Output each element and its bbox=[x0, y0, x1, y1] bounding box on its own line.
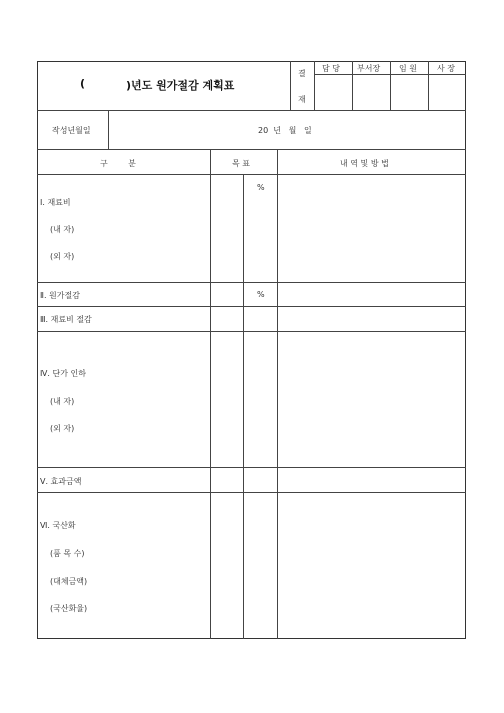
approval-col3-line bbox=[428, 61, 429, 110]
row6-title: Ⅵ. 국산화 bbox=[40, 521, 76, 530]
row6-sub-substitute-amount: (대체금액) bbox=[50, 577, 88, 586]
header-row-bottom-line bbox=[37, 174, 466, 175]
date-value: 20 년 월 일 bbox=[258, 126, 312, 135]
target-subcol-line bbox=[243, 174, 244, 639]
row2-bottom-line bbox=[37, 306, 466, 307]
target-col-line bbox=[277, 149, 278, 639]
approval-role-staff: 담 당 bbox=[322, 64, 340, 73]
approval-role-president: 사 장 bbox=[437, 64, 455, 73]
row1-unit: % bbox=[257, 183, 265, 192]
row1-sub-domestic: (내 자) bbox=[50, 225, 75, 234]
title-open-paren: ( bbox=[80, 77, 86, 90]
row2-title: Ⅱ. 원가절감 bbox=[40, 291, 80, 300]
approval-col2-line bbox=[390, 61, 391, 110]
row5-bottom-line bbox=[37, 492, 466, 493]
form-frame bbox=[37, 61, 466, 639]
approval-col1-line bbox=[352, 61, 353, 110]
row5-title: Ⅴ. 효과금액 bbox=[40, 477, 82, 486]
approval-label-bottom: 재 bbox=[298, 95, 306, 104]
approval-left-line bbox=[290, 61, 291, 110]
approval-role-dept-head: 부서장 bbox=[357, 64, 381, 73]
date-label: 작성년월일 bbox=[52, 126, 91, 135]
row4-sub-foreign: (외 자) bbox=[50, 424, 75, 433]
category-col-line bbox=[210, 149, 211, 639]
row1-title: Ⅰ. 재료비 bbox=[40, 198, 71, 207]
row6-sub-item-count: (품 목 수) bbox=[50, 549, 85, 558]
row4-bottom-line bbox=[37, 467, 466, 468]
column-target: 목 표 bbox=[232, 159, 250, 168]
row1-bottom-line bbox=[37, 282, 466, 283]
row3-title: Ⅲ. 재료비 절감 bbox=[40, 315, 92, 324]
row1-sub-foreign: (외 자) bbox=[50, 252, 75, 261]
title-row-bottom-line bbox=[37, 110, 466, 111]
row4-title: Ⅳ. 단가 인하 bbox=[40, 369, 86, 378]
column-category: 구 분 bbox=[100, 159, 136, 168]
row6-sub-localization-rate: (국산화율) bbox=[50, 604, 88, 613]
approval-label-line bbox=[314, 61, 315, 110]
approval-role-executive: 임 원 bbox=[399, 64, 417, 73]
date-divider-line bbox=[108, 110, 109, 149]
row3-bottom-line bbox=[37, 331, 466, 332]
page-title: )년도 원가절감 계획표 bbox=[126, 79, 235, 92]
approval-label-top: 결 bbox=[298, 69, 306, 78]
column-details: 내 역 및 방 법 bbox=[340, 159, 389, 168]
row2-unit: % bbox=[257, 290, 265, 299]
date-row-bottom-line bbox=[37, 149, 466, 150]
row4-sub-domestic: (내 자) bbox=[50, 397, 75, 406]
